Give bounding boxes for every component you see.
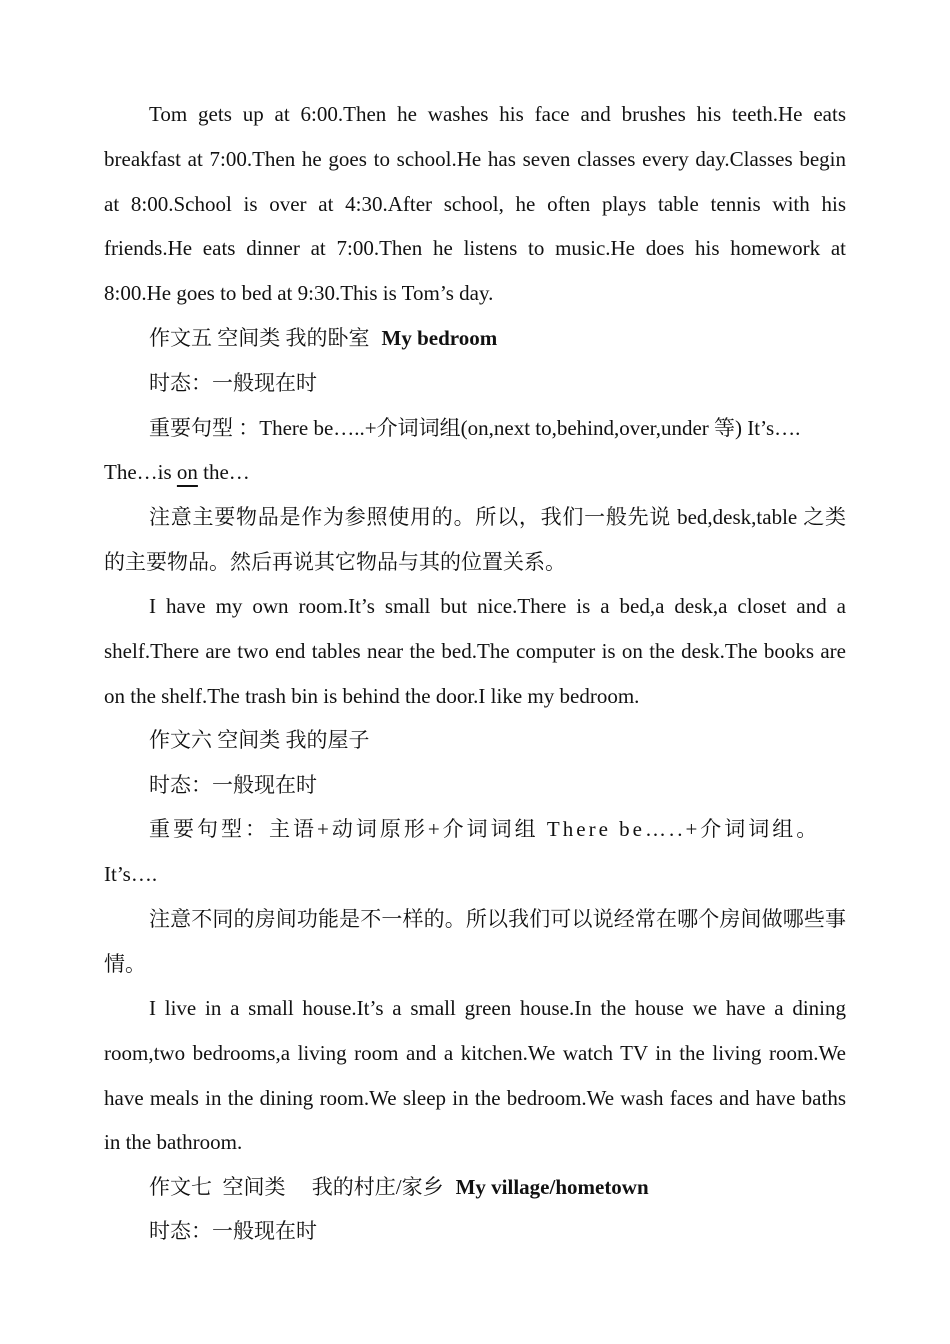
essay5-pattern-line2-b: the… xyxy=(197,460,250,484)
essay7-heading-cn: 作文七 空间类 我的村庄/家乡 xyxy=(149,1175,444,1199)
essay5-pattern-underlined: on xyxy=(176,460,198,484)
essay6-tense: 时态：一般现在时 xyxy=(149,773,317,797)
essay5-heading-en: My bedroom xyxy=(381,326,498,350)
essay5-heading xyxy=(149,316,497,361)
essay6-note: 注意不同的房间功能是不一样的。所以我们可以说经常在哪个房间做哪些事情。 xyxy=(104,907,846,976)
essay7-heading xyxy=(149,1165,649,1210)
essay6-pattern-line2: It’s…. xyxy=(104,862,158,886)
essay5-body: I have my own room.It’s small but nice.There is a bed,a desk,a closet and a shelf.There are two end tables near the bed.The computer is on the desk.The books are on the shelf.The trash bin is behind the door.I like my bedroom. xyxy=(104,594,846,708)
essay5-pattern-line1: 重要句型 ：There be…..+介词词组(on,next to,behind,over,under 等) It’s…. xyxy=(149,416,801,440)
essay7-heading-en: My village/hometown xyxy=(455,1175,649,1199)
essay5-tense: 时态：一般现在时 xyxy=(149,371,317,395)
essay6-body: I live in a small house.It’s a small green house.In the house we have a dining room,two bedrooms,a living room and a kitchen.We watch TV in the living room.We have meals in the dining room.We sleep in the bedroom.We wash faces and have baths in the bathroom. xyxy=(104,996,846,1155)
essay6-heading: 作文六 空间类 我的屋子 xyxy=(149,728,370,752)
essay5-note: 注意主要物品是作为参照使用的。所以，我们一般先说 bed,desk,table 之类的主要物品。然后再说其它物品与其的位置关系。 xyxy=(104,505,846,574)
essay6-pattern-line1: 重要句型：主语+动词原形+介词词组 There be…..+介词词组。 xyxy=(149,817,821,841)
essay5-heading-cn: 作文五 空间类 我的卧室 xyxy=(149,326,370,350)
essay4-body: Tom gets up at 6:00.Then he washes his face and brushes his teeth.He eats breakfast at 7:00.Then he goes to school.He has seven classes every day.Classes begin at 8:00.School is over at 4:30.After school, he often plays table tennis with his friends.He eats dinner at 7:00.Then he listens to music.He does his homework at 8:00.He goes to bed at 9:30.This is Tom’s day. xyxy=(104,102,846,306)
essay5-pattern-line2-a: The…is xyxy=(104,460,177,484)
essay7-tense: 时态：一般现在时 xyxy=(149,1219,317,1243)
essay5-pattern-line2 xyxy=(104,450,250,495)
